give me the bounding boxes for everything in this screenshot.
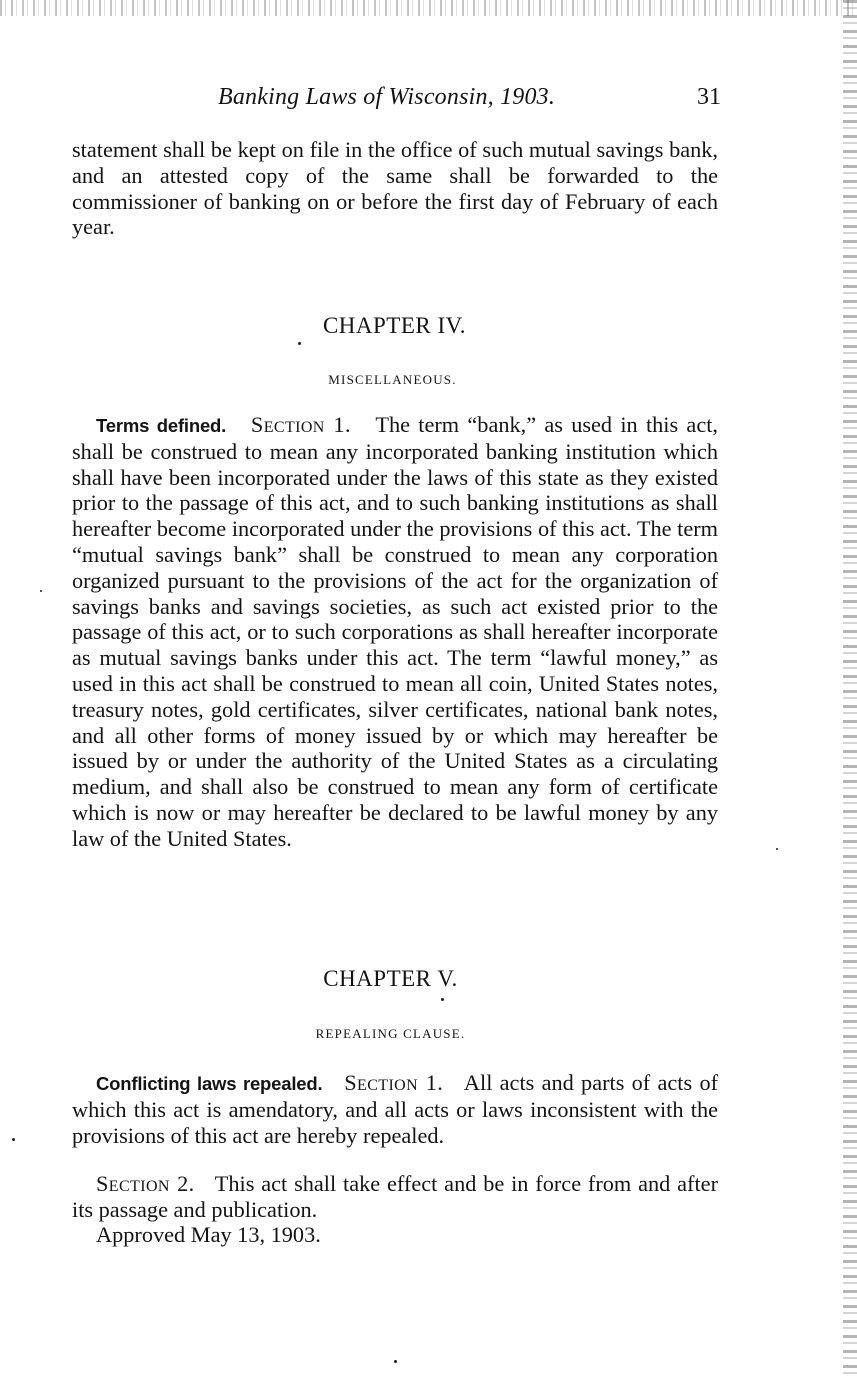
section-label: Section 1. xyxy=(250,412,351,437)
scan-speck xyxy=(12,1138,15,1141)
scan-edge-right xyxy=(843,0,857,1380)
scan-speck xyxy=(394,1360,397,1363)
chapter-iv-subheading: MISCELLANEOUS. xyxy=(328,372,457,387)
chapter-iv-heading: CHAPTER IV. xyxy=(322,313,467,338)
section-terms-defined xyxy=(72,412,718,852)
section-label: Section 1. xyxy=(344,1070,444,1095)
section-label: Section 2. xyxy=(96,1171,195,1196)
scan-speck xyxy=(298,342,301,345)
sidenote-conflicting-laws: Conflicting laws repealed. xyxy=(96,1073,323,1094)
running-title: Banking Laws of Wisconsin, 1903. xyxy=(218,84,556,110)
sidenote-terms-defined: Terms defined. xyxy=(96,415,227,436)
chapter-v-heading: CHAPTER V. xyxy=(323,966,458,991)
section-text: The term “bank,” as used in this act, shall be construed to mean any incorporated banking institution which shall have been incorporated under the laws of this state as they existed prior to the passage of this act, and to such banking institutions as shall hereafter become incorporated under the provisions of this act. The term “mutual savings bank” shall be construed to mean any corporation organized pursuant to the provisions of the act for the organization of savings banks and savings societies, as such act existed prior to the passage of this act, or to such corporations as shall hereafter incorporate as mutual savings banks under this act. The term “lawful money,” as used in this act shall be construed to mean all coin, United States notes, treasury notes, gold certificates, silver certificates, national bank notes, and all other forms of money issued by or which may hereafter be issued by or under the authority of the United States as a circulating medium, and shall also be construed to mean any form of certificate which is now or may hereafter be declared to be lawful money by any law of the United States. xyxy=(72,412,718,851)
approval-line: Approved May 13, 1903. xyxy=(96,1222,321,1247)
scan-speck xyxy=(441,998,444,1001)
section-conflicting-laws xyxy=(72,1070,718,1148)
section-text: All acts and parts of acts of which this act is amendatory, and all acts or laws inconsistent with the provisions of this act are hereby repealed. xyxy=(72,1070,719,1148)
page-number: 31 xyxy=(697,84,721,110)
section-text: This act shall take effect and be in force from and after its passage and publication. xyxy=(72,1171,718,1222)
scan-speck xyxy=(776,848,778,850)
scan-edge-top xyxy=(0,0,857,16)
section-2-effective xyxy=(72,1171,718,1223)
chapter-v-subheading: REPEALING CLAUSE. xyxy=(315,1026,466,1041)
running-head xyxy=(0,84,857,118)
scan-speck xyxy=(40,590,42,592)
opening-paragraph: statement shall be kept on file in the office of such mutual savings bank, and an attested copy of the same shall be forwarded to the commissioner of banking on or before the first day of February of each year. xyxy=(72,137,718,240)
